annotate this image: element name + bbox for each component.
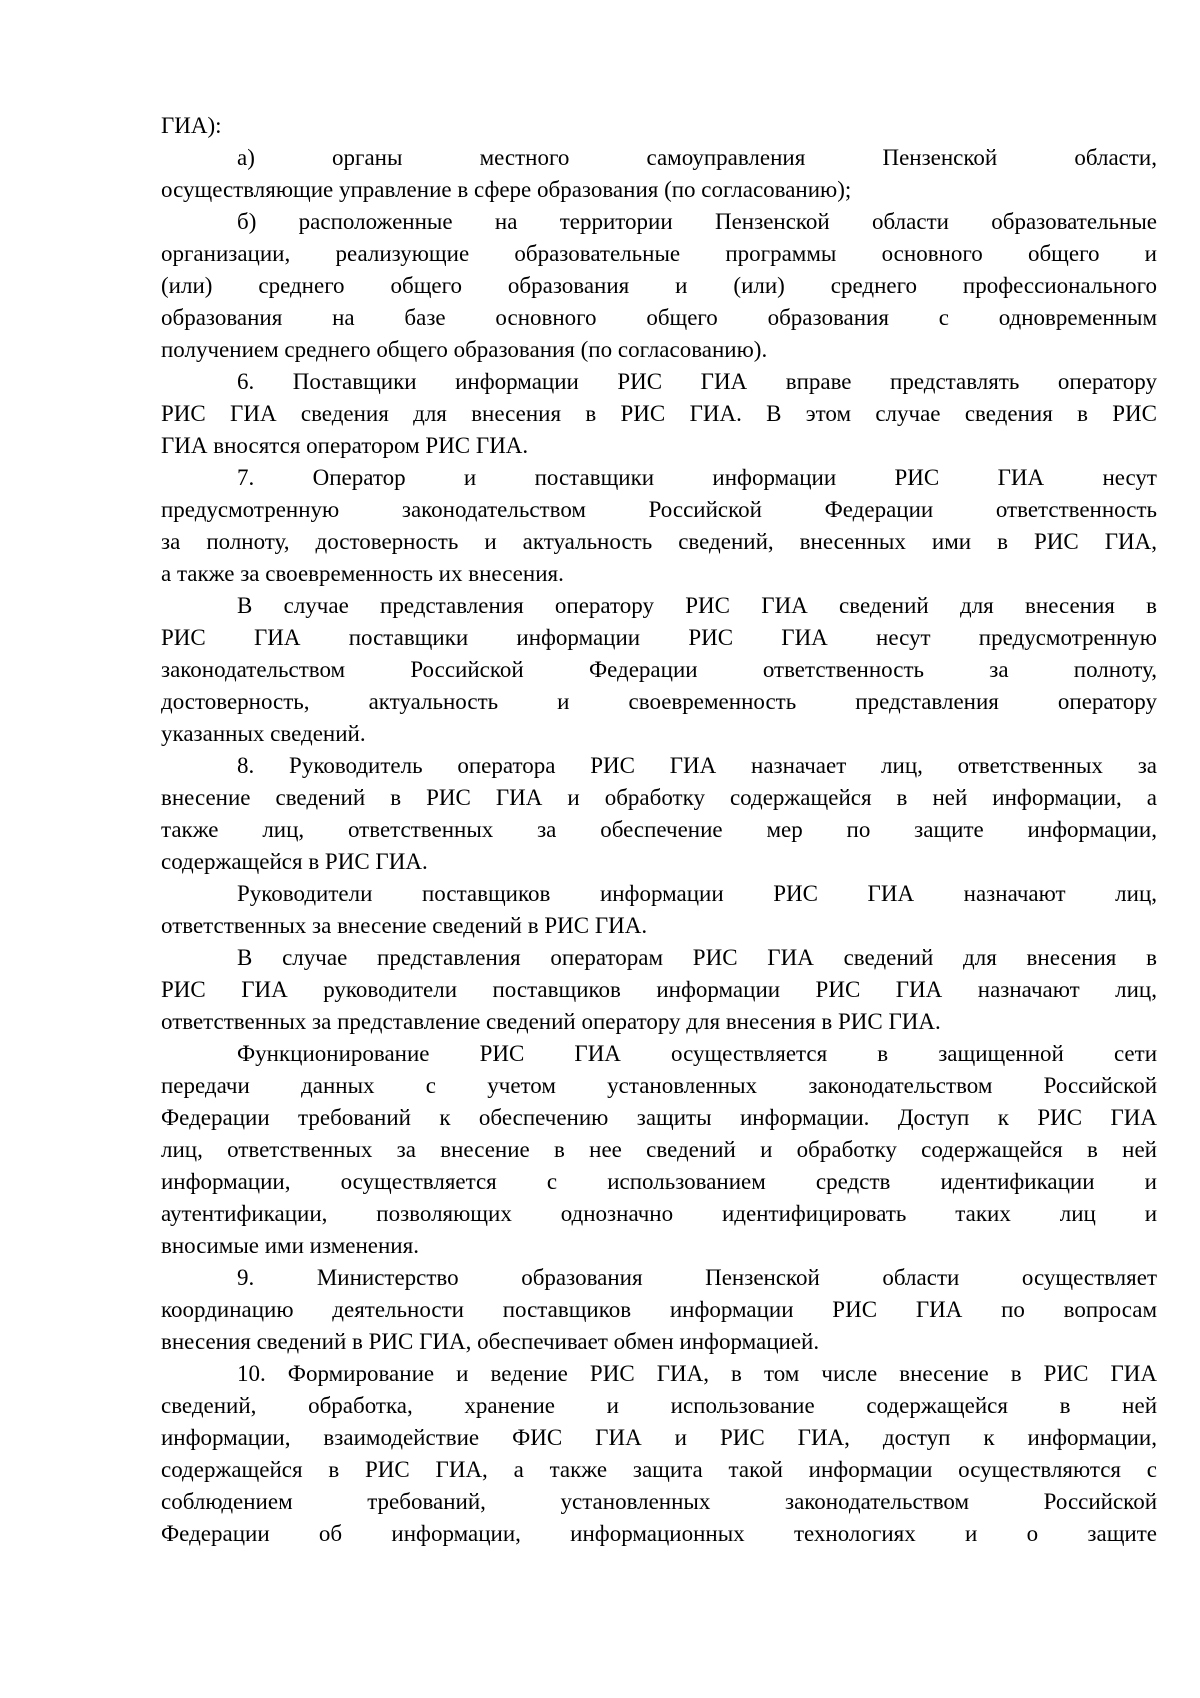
document-line: организации, реализующие образовательные программы основного общего и — [161, 241, 1157, 266]
document-line: лиц, ответственных за внесение в нее сведений и обработку содержащейся в ней — [161, 1137, 1157, 1162]
document-line: внесения сведений в РИС ГИА, обеспечивает обмен информацией. — [161, 1329, 820, 1354]
document-line: Федерации требований к обеспечению защиты информации. Доступ к РИС ГИА — [161, 1105, 1157, 1130]
document-line: указанных сведений. — [161, 721, 366, 746]
document-text-block — [161, 110, 1157, 1550]
document-line: передачи данных с учетом установленных законодательством Российской — [161, 1073, 1157, 1098]
document-line: Федерации об информации, информационных технологиях и о защите — [161, 1521, 1157, 1546]
document-line: законодательством Российской Федерации ответственность за полноту, — [161, 657, 1157, 682]
document-line: вносимые ими изменения. — [161, 1233, 419, 1258]
document-line: а) органы местного самоуправления Пензенской области, — [237, 145, 1157, 170]
document-line: содержащейся в РИС ГИА. — [161, 849, 428, 874]
document-line: В случае представления операторам РИС ГИА сведений для внесения в — [237, 945, 1157, 970]
document-line: образования на базе основного общего образования с одновременным — [161, 305, 1157, 330]
document-line: 6. Поставщики информации РИС ГИА вправе представлять оператору — [237, 369, 1157, 394]
document-line: Функционирование РИС ГИА осуществляется в защищенной сети — [237, 1041, 1157, 1066]
document-line: также лиц, ответственных за обеспечение мер по защите информации, — [161, 817, 1157, 842]
document-line: осуществляющие управление в сфере образования (по согласованию); — [161, 177, 852, 202]
document-line: внесение сведений в РИС ГИА и обработку содержащейся в ней информации, а — [161, 785, 1157, 810]
document-line: информации, осуществляется с использованием средств идентификации и — [161, 1169, 1157, 1194]
document-line: 9. Министерство образования Пензенской области осуществляет — [237, 1265, 1157, 1290]
document-line: ГИА): — [161, 113, 222, 138]
document-line: РИС ГИА сведения для внесения в РИС ГИА. В этом случае сведения в РИС — [161, 401, 1157, 426]
document-line: В случае представления оператору РИС ГИА сведений для внесения в — [237, 593, 1157, 618]
document-line: ответственных за внесение сведений в РИС ГИА. — [161, 913, 648, 938]
document-line: а также за своевременность их внесения. — [161, 561, 564, 586]
document-line: получением среднего общего образования (по согласованию). — [161, 337, 768, 362]
document-line: (или) среднего общего образования и (или) среднего профессионального — [161, 273, 1157, 298]
document-line: РИС ГИА руководители поставщиков информации РИС ГИА назначают лиц, — [161, 977, 1157, 1002]
document-line: достоверность, актуальность и своевременность представления оператору — [161, 689, 1157, 714]
document-line: 7. Оператор и поставщики информации РИС ГИА несут — [237, 465, 1157, 490]
document-line: соблюдением требований, установленных законодательством Российской — [161, 1489, 1157, 1514]
document-line: сведений, обработка, хранение и использование содержащейся в ней — [161, 1393, 1157, 1418]
document-line: б) расположенные на территории Пензенской области образовательные — [237, 209, 1157, 234]
document-line: 10. Формирование и ведение РИС ГИА, в том числе внесение в РИС ГИА — [237, 1361, 1157, 1386]
document-line: предусмотренную законодательством Российской Федерации ответственность — [161, 497, 1157, 522]
document-line: 8. Руководитель оператора РИС ГИА назначает лиц, ответственных за — [237, 753, 1157, 778]
document-line: РИС ГИА поставщики информации РИС ГИА несут предусмотренную — [161, 625, 1157, 650]
document-line: информации, взаимодействие ФИС ГИА и РИС ГИА, доступ к информации, — [161, 1425, 1157, 1450]
document-line: содержащейся в РИС ГИА, а также защита такой информации осуществляются с — [161, 1457, 1157, 1482]
document-line: ответственных за представление сведений оператору для внесения в РИС ГИА. — [161, 1009, 941, 1034]
document-line: Руководители поставщиков информации РИС ГИА назначают лиц, — [237, 881, 1157, 906]
document-line: ГИА вносятся оператором РИС ГИА. — [161, 433, 529, 458]
document-line: за полноту, достоверность и актуальность сведений, внесенных ими в РИС ГИА, — [161, 529, 1157, 554]
document-line: аутентификации, позволяющих однозначно идентифицировать таких лиц и — [161, 1201, 1157, 1226]
document-line: координацию деятельности поставщиков информации РИС ГИА по вопросам — [161, 1297, 1157, 1322]
